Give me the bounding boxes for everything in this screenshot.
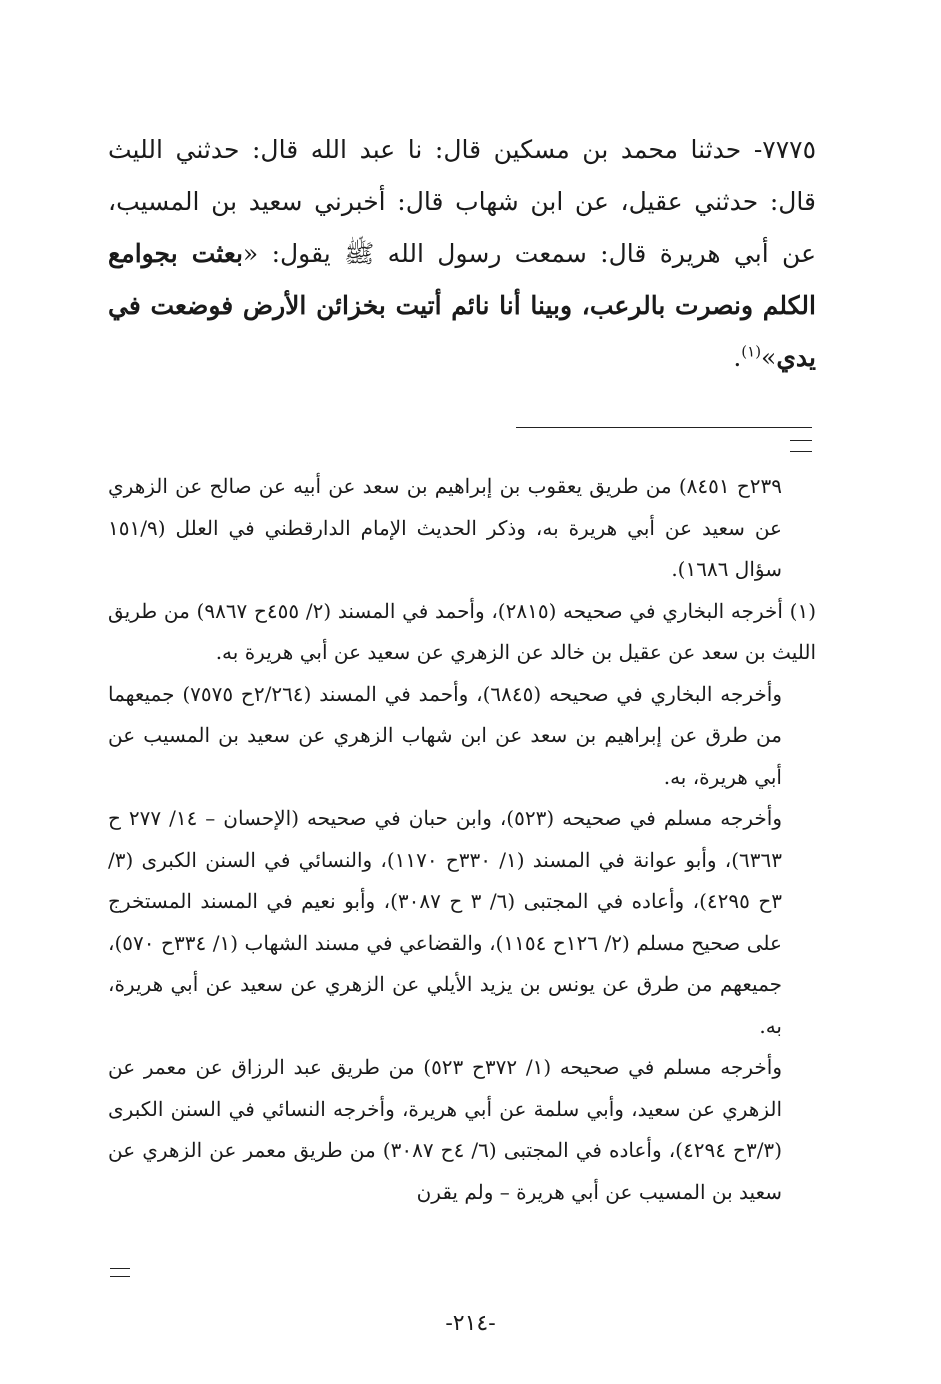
end-period: . bbox=[733, 343, 742, 372]
footnote-1-para-4: وأخرجه مسلم في صحيحه (١/ ٣٧٢ح ٥٢٣) من طريق عبد الرزاق عن معمر عن الزهري عن سعيد، وأبي سلمة عن أبي هريرة، وأخرجه النسائي في السنن الكبرى (٣/٣ح ٤٢٩٤)، وأعاده في المجتبى (٦/ ٤ح ٣٠٨٧) من طريق معمر عن الزهري عن سعيد بن المسيب عن أبي هريرة – ولم يقرن bbox=[108, 1055, 782, 1204]
hadith-paragraph bbox=[108, 124, 816, 384]
footnote-1: (١) أخرجه البخاري في صحيحه (٢٨١٥)، وأحمد في المسند (٢/ ٤٥٥ح ٩٨٦٧) من طريق الليث بن سعد عن عقيل بن خالد عن الزهري عن سعيد عن أبي هريرة به. bbox=[108, 598, 816, 664]
footnote-1-para-3: وأخرجه مسلم في صحيحه (٥٢٣)، وابن حبان في صحيحه (الإحسان – ١٤/ ٢٧٧ ح ٦٣٦٣)، وأبو عوانة في المسند (١/ ٣٣٠ح ١١٧٠)، والنسائي في السنن الكبرى (٣/ ٣ح ٤٢٩٥)، وأعاده في المجتبى (٦/ ٣ ح ٣٠٨٧)، وأبو نعيم في المسند المستخرج على صحيح مسلم (٢/ ١٢٦ح ١١٥٤)، والقضاعي في مسند الشهاب (١/ ٣٣٤ح ٥٧٠)، جميعهم من طرق عن يونس بن يزيد الأيلي عن الزهري عن سعيد عن أبي هريرة، به. bbox=[108, 806, 782, 1038]
footnotes-section bbox=[108, 466, 816, 1213]
footnote-1-para-2: وأخرجه البخاري في صحيحه (٦٨٤٥)، وأحمد في المسند (٢/٢٦٤ح ٧٥٧٥) جميعهما من طرق عن إبراهيم بن سعد عن ابن شهاب الزهري عن سعيد بن المسيب عن أبي هريرة، به. bbox=[108, 681, 782, 789]
hadith-chain: ٧٧٧٥- حدثنا محمد بن مسكين قال: نا عبد الله قال: حدثني الليث قال: حدثني عقيل، عن ابن شهاب قال: أخبرني سعيد بن المسيب، عن أبي هريرة قال: سمعت رسول الله ﷺ يقول: « bbox=[108, 135, 816, 268]
hadith-matn: بعثت بجوامع الكلم ونصرت بالرعب، وبينا أنا نائم أتيت بخزائن الأرض فوضعت في يدي bbox=[108, 239, 816, 372]
continuation-mark bbox=[790, 440, 812, 452]
footnote-continues-mark bbox=[110, 1268, 130, 1277]
footnote-separator bbox=[516, 427, 812, 428]
page-number: -٢١٤- bbox=[445, 1311, 496, 1336]
footnote-reference[interactable]: (١) bbox=[741, 342, 762, 361]
footnote-continued: ٢٣٩ح ٨٤٥١) من طريق يعقوب بن إبراهيم بن سعد عن أبيه عن صالح عن الزهري عن سعيد عن أبي هريرة به، وذكر الحديث الإمام الدارقطني في العلل (١٥١/٩ سؤال ١٦٨٦). bbox=[108, 474, 782, 581]
closing-quote: » bbox=[761, 343, 777, 372]
